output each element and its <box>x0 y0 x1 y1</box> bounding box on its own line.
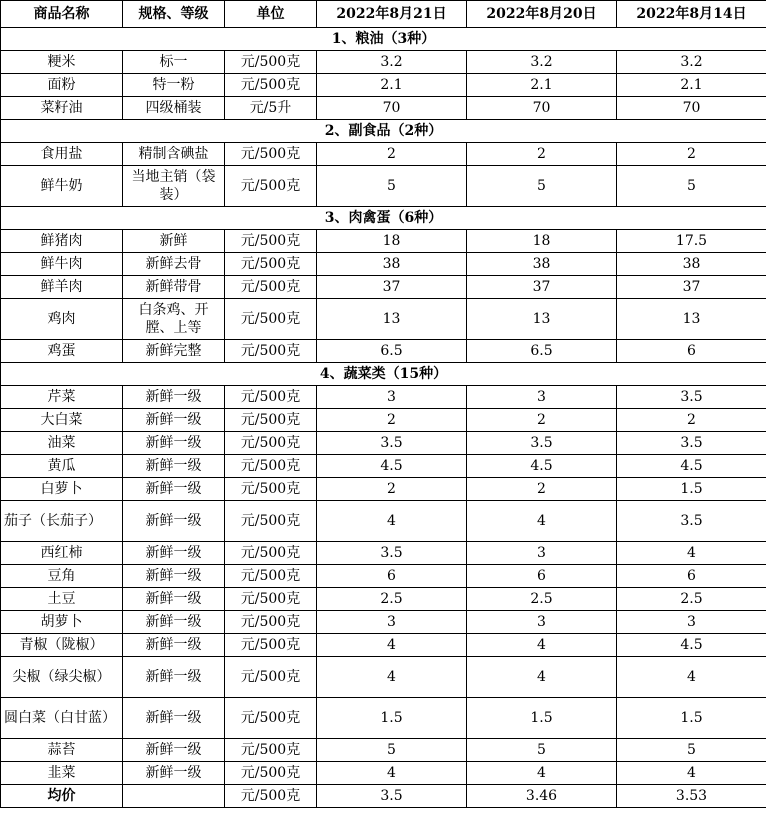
price-aug-21-cell: 1.5 <box>317 698 467 739</box>
spec-cell: 新鲜一级 <box>123 501 225 542</box>
table-row <box>1 478 766 501</box>
price-aug-20-cell: 2 <box>467 478 617 501</box>
price-aug-20-cell: 2 <box>467 409 617 432</box>
average-value-aug-14: 3.53 <box>617 785 766 808</box>
table-row <box>1 455 766 478</box>
unit-cell: 元/500克 <box>225 386 317 409</box>
spec-cell: 新鲜一级 <box>123 588 225 611</box>
table-row <box>1 501 766 542</box>
price-aug-14-cell: 2 <box>617 409 766 432</box>
price-aug-20-cell: 4 <box>467 762 617 785</box>
spec-cell: 新鲜一级 <box>123 739 225 762</box>
price-aug-14-cell: 3 <box>617 611 766 634</box>
price-aug-20-cell: 1.5 <box>467 698 617 739</box>
table-row <box>1 762 766 785</box>
price-aug-14-cell: 70 <box>617 97 766 120</box>
price-aug-21-cell: 18 <box>317 230 467 253</box>
price-aug-14-cell: 1.5 <box>617 478 766 501</box>
product-name-cell: 食用盐 <box>1 143 123 166</box>
price-aug-14-cell: 3.5 <box>617 386 766 409</box>
price-aug-21-cell: 38 <box>317 253 467 276</box>
header-date-aug-21: 2022年8月21日 <box>317 1 467 28</box>
price-aug-21-cell: 4 <box>317 634 467 657</box>
unit-cell: 元/500克 <box>225 230 317 253</box>
table-body <box>1 28 766 785</box>
price-aug-21-cell: 3.2 <box>317 51 467 74</box>
price-aug-14-cell: 4 <box>617 762 766 785</box>
product-name-cell: 西红柿 <box>1 542 123 565</box>
table-row <box>1 386 766 409</box>
price-aug-20-cell: 5 <box>467 739 617 762</box>
unit-cell: 元/500克 <box>225 74 317 97</box>
price-aug-14-cell: 2.5 <box>617 588 766 611</box>
price-aug-21-cell: 6 <box>317 565 467 588</box>
spec-cell: 新鲜 <box>123 230 225 253</box>
price-aug-21-cell: 3 <box>317 386 467 409</box>
price-aug-14-cell: 1.5 <box>617 698 766 739</box>
price-aug-14-cell: 4 <box>617 657 766 698</box>
average-unit: 元/500克 <box>225 785 317 808</box>
category-title: 1、粮油（3种） <box>1 28 766 51</box>
price-aug-21-cell: 2 <box>317 409 467 432</box>
product-name-cell: 鲜猪肉 <box>1 230 123 253</box>
category-row <box>1 363 766 386</box>
spec-cell: 新鲜一级 <box>123 386 225 409</box>
unit-cell: 元/500克 <box>225 455 317 478</box>
price-aug-14-cell: 5 <box>617 739 766 762</box>
product-name-cell: 茄子（长茄子） <box>1 501 123 542</box>
product-name-cell: 土豆 <box>1 588 123 611</box>
spec-cell: 新鲜完整 <box>123 340 225 363</box>
price-aug-20-cell: 70 <box>467 97 617 120</box>
price-aug-14-cell: 6 <box>617 340 766 363</box>
product-name-cell: 尖椒（绿尖椒） <box>1 657 123 698</box>
spec-cell: 四级桶装 <box>123 97 225 120</box>
spec-cell: 新鲜一级 <box>123 455 225 478</box>
unit-cell: 元/5升 <box>225 97 317 120</box>
price-aug-21-cell: 2.5 <box>317 588 467 611</box>
price-aug-14-cell: 37 <box>617 276 766 299</box>
average-value-aug-20: 3.46 <box>467 785 617 808</box>
table-row <box>1 542 766 565</box>
price-aug-20-cell: 3 <box>467 542 617 565</box>
header-product-name: 商品名称 <box>1 1 123 28</box>
table-row <box>1 565 766 588</box>
price-aug-21-cell: 6.5 <box>317 340 467 363</box>
table-row <box>1 409 766 432</box>
price-aug-21-cell: 5 <box>317 739 467 762</box>
price-aug-14-cell: 4 <box>617 542 766 565</box>
unit-cell: 元/500克 <box>225 478 317 501</box>
unit-cell: 元/500克 <box>225 698 317 739</box>
price-aug-21-cell: 13 <box>317 299 467 340</box>
price-aug-20-cell: 38 <box>467 253 617 276</box>
spec-cell: 特一粉 <box>123 74 225 97</box>
table-row <box>1 340 766 363</box>
price-aug-20-cell: 6.5 <box>467 340 617 363</box>
spec-cell: 新鲜一级 <box>123 611 225 634</box>
price-aug-14-cell: 38 <box>617 253 766 276</box>
average-label: 均价 <box>1 785 123 808</box>
table-row <box>1 588 766 611</box>
unit-cell: 元/500克 <box>225 542 317 565</box>
unit-cell: 元/500克 <box>225 739 317 762</box>
product-name-cell: 胡萝卜 <box>1 611 123 634</box>
spec-cell: 新鲜一级 <box>123 762 225 785</box>
price-aug-21-cell: 37 <box>317 276 467 299</box>
price-aug-20-cell: 2.1 <box>467 74 617 97</box>
table-row <box>1 230 766 253</box>
table-row <box>1 97 766 120</box>
price-aug-21-cell: 4 <box>317 762 467 785</box>
price-aug-14-cell: 4.5 <box>617 634 766 657</box>
table-row <box>1 143 766 166</box>
unit-cell: 元/500克 <box>225 51 317 74</box>
spec-cell: 新鲜一级 <box>123 698 225 739</box>
price-aug-20-cell: 5 <box>467 166 617 207</box>
price-aug-21-cell: 3.5 <box>317 542 467 565</box>
unit-cell: 元/500克 <box>225 501 317 542</box>
price-aug-14-cell: 3.2 <box>617 51 766 74</box>
spec-cell: 新鲜一级 <box>123 409 225 432</box>
unit-cell: 元/500克 <box>225 276 317 299</box>
price-aug-20-cell: 3 <box>467 611 617 634</box>
price-aug-14-cell: 3.5 <box>617 501 766 542</box>
spec-cell: 新鲜去骨 <box>123 253 225 276</box>
price-aug-20-cell: 4.5 <box>467 455 617 478</box>
product-name-cell: 菜籽油 <box>1 97 123 120</box>
spec-cell: 新鲜一级 <box>123 634 225 657</box>
table-row <box>1 253 766 276</box>
product-name-cell: 粳米 <box>1 51 123 74</box>
spec-cell: 新鲜一级 <box>123 657 225 698</box>
unit-cell: 元/500克 <box>225 611 317 634</box>
product-name-cell: 豆角 <box>1 565 123 588</box>
spec-cell: 新鲜带骨 <box>123 276 225 299</box>
table-row <box>1 634 766 657</box>
price-aug-14-cell: 17.5 <box>617 230 766 253</box>
product-name-cell: 油菜 <box>1 432 123 455</box>
unit-cell: 元/500克 <box>225 432 317 455</box>
price-aug-21-cell: 2 <box>317 143 467 166</box>
product-name-cell: 面粉 <box>1 74 123 97</box>
table-row <box>1 432 766 455</box>
category-row <box>1 207 766 230</box>
category-row <box>1 28 766 51</box>
average-row <box>1 785 766 808</box>
unit-cell: 元/500克 <box>225 166 317 207</box>
price-aug-20-cell: 4 <box>467 634 617 657</box>
price-aug-21-cell: 3 <box>317 611 467 634</box>
category-title: 2、副食品（2种） <box>1 120 766 143</box>
price-aug-14-cell: 2 <box>617 143 766 166</box>
unit-cell: 元/500克 <box>225 657 317 698</box>
average-value-aug-21: 3.5 <box>317 785 467 808</box>
category-title: 4、蔬菜类（15种） <box>1 363 766 386</box>
average-spec <box>123 785 225 808</box>
unit-cell: 元/500克 <box>225 299 317 340</box>
header-unit: 单位 <box>225 1 317 28</box>
product-name-cell: 黄瓜 <box>1 455 123 478</box>
price-aug-21-cell: 3.5 <box>317 432 467 455</box>
price-aug-21-cell: 4 <box>317 501 467 542</box>
unit-cell: 元/500克 <box>225 340 317 363</box>
table-row <box>1 657 766 698</box>
table-row <box>1 166 766 207</box>
unit-cell: 元/500克 <box>225 762 317 785</box>
product-name-cell: 白萝卜 <box>1 478 123 501</box>
product-name-cell: 鲜牛奶 <box>1 166 123 207</box>
price-aug-21-cell: 5 <box>317 166 467 207</box>
product-name-cell: 圆白菜（白甘蓝） <box>1 698 123 739</box>
table-row <box>1 74 766 97</box>
price-aug-20-cell: 2 <box>467 143 617 166</box>
unit-cell: 元/500克 <box>225 634 317 657</box>
table-row <box>1 299 766 340</box>
price-aug-20-cell: 4 <box>467 501 617 542</box>
price-aug-21-cell: 4 <box>317 657 467 698</box>
header-row <box>1 1 766 28</box>
product-name-cell: 鸡肉 <box>1 299 123 340</box>
price-aug-14-cell: 13 <box>617 299 766 340</box>
table-row <box>1 611 766 634</box>
price-aug-21-cell: 2 <box>317 478 467 501</box>
unit-cell: 元/500克 <box>225 565 317 588</box>
spec-cell: 当地主销（袋装） <box>123 166 225 207</box>
spec-cell: 标一 <box>123 51 225 74</box>
unit-cell: 元/500克 <box>225 143 317 166</box>
price-aug-20-cell: 13 <box>467 299 617 340</box>
spec-cell: 新鲜一级 <box>123 565 225 588</box>
product-name-cell: 鸡蛋 <box>1 340 123 363</box>
product-name-cell: 蒜苔 <box>1 739 123 762</box>
spec-cell: 新鲜一级 <box>123 542 225 565</box>
product-name-cell: 芹菜 <box>1 386 123 409</box>
price-aug-20-cell: 4 <box>467 657 617 698</box>
price-aug-20-cell: 2.5 <box>467 588 617 611</box>
product-name-cell: 青椒（陇椒） <box>1 634 123 657</box>
product-name-cell: 韭菜 <box>1 762 123 785</box>
category-title: 3、肉禽蛋（6种） <box>1 207 766 230</box>
price-aug-20-cell: 3 <box>467 386 617 409</box>
unit-cell: 元/500克 <box>225 253 317 276</box>
price-aug-21-cell: 2.1 <box>317 74 467 97</box>
table-row <box>1 698 766 739</box>
product-name-cell: 鲜牛肉 <box>1 253 123 276</box>
table-row <box>1 276 766 299</box>
unit-cell: 元/500克 <box>225 588 317 611</box>
price-aug-14-cell: 4.5 <box>617 455 766 478</box>
price-aug-20-cell: 18 <box>467 230 617 253</box>
category-row <box>1 120 766 143</box>
product-name-cell: 大白菜 <box>1 409 123 432</box>
spec-cell: 新鲜一级 <box>123 432 225 455</box>
header-date-aug-14: 2022年8月14日 <box>617 1 766 28</box>
price-aug-20-cell: 3.5 <box>467 432 617 455</box>
spec-cell: 新鲜一级 <box>123 478 225 501</box>
price-aug-21-cell: 70 <box>317 97 467 120</box>
price-aug-20-cell: 3.2 <box>467 51 617 74</box>
header-spec-grade: 规格、等级 <box>123 1 225 28</box>
table-row <box>1 739 766 762</box>
unit-cell: 元/500克 <box>225 409 317 432</box>
price-aug-14-cell: 2.1 <box>617 74 766 97</box>
price-aug-21-cell: 4.5 <box>317 455 467 478</box>
table-row <box>1 51 766 74</box>
price-aug-20-cell: 6 <box>467 565 617 588</box>
product-name-cell: 鲜羊肉 <box>1 276 123 299</box>
price-aug-14-cell: 3.5 <box>617 432 766 455</box>
spec-cell: 精制含碘盐 <box>123 143 225 166</box>
spec-cell: 白条鸡、开膛、上等 <box>123 299 225 340</box>
header-date-aug-20: 2022年8月20日 <box>467 1 617 28</box>
price-aug-20-cell: 37 <box>467 276 617 299</box>
price-aug-14-cell: 6 <box>617 565 766 588</box>
price-aug-14-cell: 5 <box>617 166 766 207</box>
